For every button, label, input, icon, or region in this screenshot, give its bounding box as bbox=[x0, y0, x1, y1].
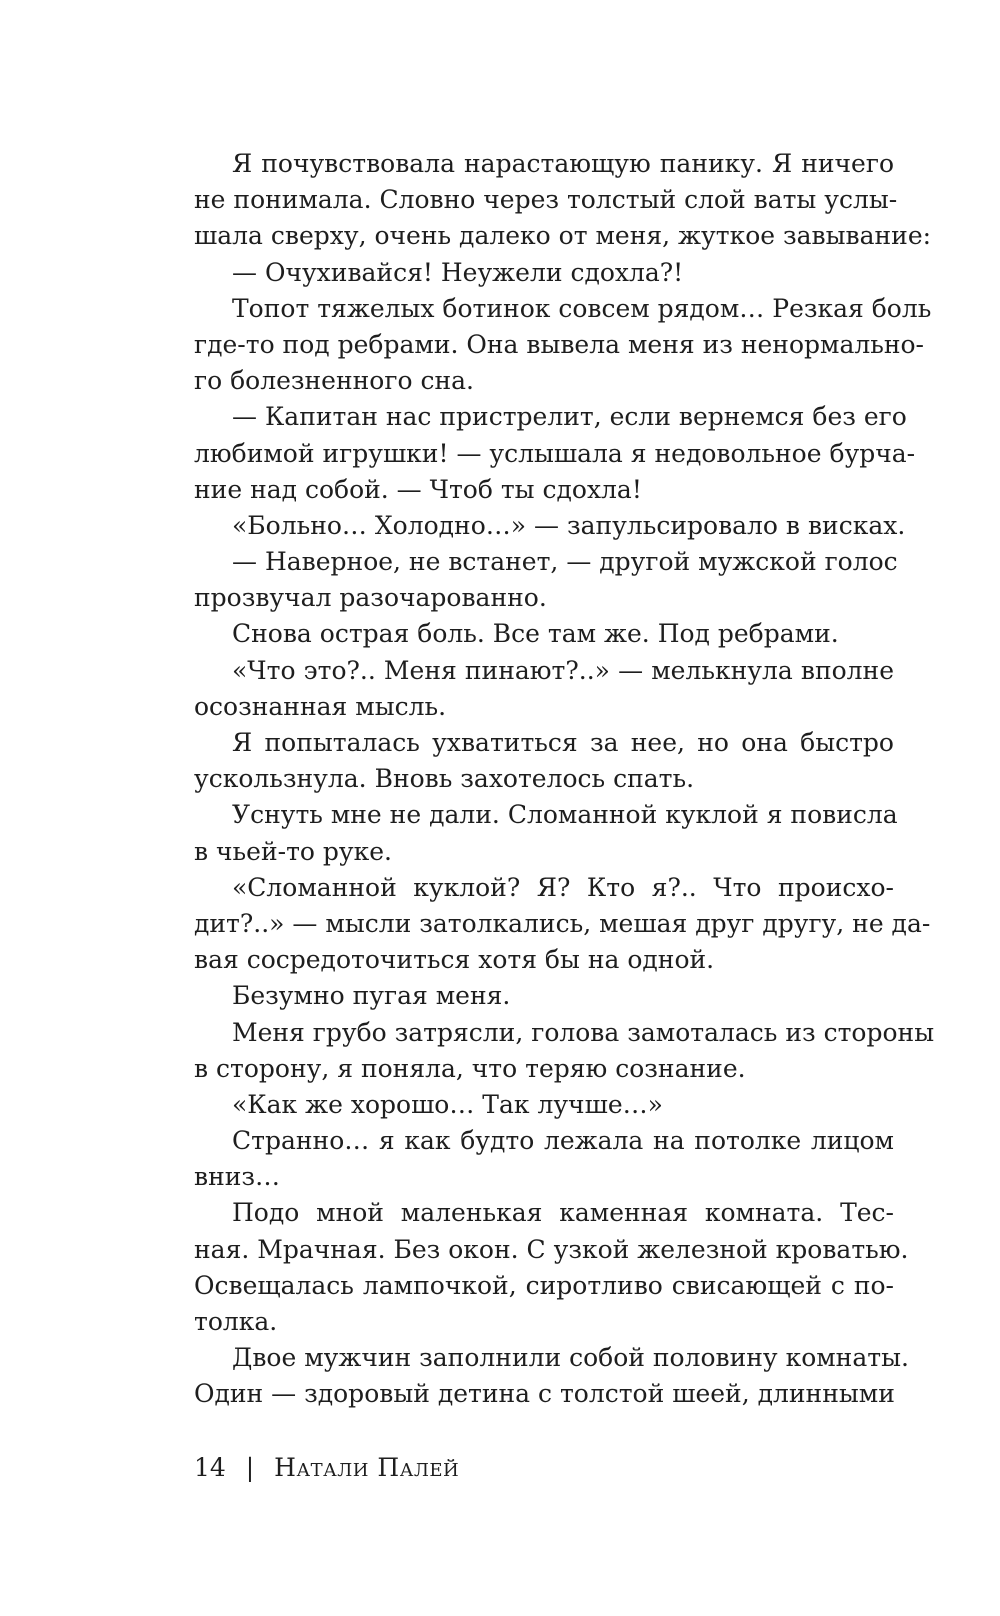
page-number: 14 bbox=[194, 1453, 226, 1482]
text-line: ная. Мрачная. Без окон. С узкой железной кроватью. bbox=[194, 1234, 909, 1264]
text-line: дит?..» — мысли затолкались, мешая друг другу, не да- bbox=[194, 908, 931, 938]
text-line: го болезненного сна. bbox=[194, 366, 474, 396]
text-line: любимой игрушки! — услышала я недовольное бурча- bbox=[194, 438, 916, 468]
text-line: в чьей-то руке. bbox=[194, 836, 392, 866]
text-line: Двое мужчин заполнили собой половину комнаты. bbox=[232, 1343, 909, 1373]
text-line: где-то под ребрами. Она вывела меня из ненормально- bbox=[194, 329, 925, 359]
text-line: Снова острая боль. Все там же. Под ребрами. bbox=[232, 619, 839, 649]
text-line: — Капитан нас пристрелит, если вернемся без его bbox=[232, 402, 907, 432]
text-line: — Наверное, не встанет, — другой мужской голос bbox=[232, 547, 898, 577]
text-line: Меня грубо затрясли, голова замоталась из стороны bbox=[232, 1017, 935, 1047]
text-line: в сторону, я поняла, что теряю сознание. bbox=[194, 1053, 746, 1083]
text-line: Освещалась лампочкой, сиротливо свисающей с по- bbox=[194, 1270, 894, 1300]
text-line: ускользнула. Вновь захотелось спать. bbox=[194, 764, 695, 794]
text-line: толка. bbox=[194, 1307, 278, 1336]
footer-separator: | bbox=[245, 1453, 255, 1482]
text-line: Один — здоровый детина с толстой шеей, длинными bbox=[194, 1379, 895, 1409]
text-line: Странно… я как будто лежала на потолке лицом bbox=[232, 1126, 894, 1156]
text-line: — Очухивайся! Неужели сдохла?! bbox=[232, 257, 684, 287]
text-line: Я почувствовала нарастающую панику. Я ничего bbox=[232, 149, 894, 178]
body-text bbox=[194, 146, 935, 1413]
text-line: вниз… bbox=[194, 1162, 281, 1192]
page-footer bbox=[194, 1452, 459, 1484]
text-line: не понимала. Словно через толстый слой ваты услы- bbox=[194, 185, 898, 215]
text-line: Безумно пугая меня. bbox=[232, 981, 511, 1011]
text-line: «Больно… Холодно…» — запульсировало в висках. bbox=[232, 510, 906, 540]
text-line: шала сверху, очень далеко от меня, жуткое завывание: bbox=[194, 221, 932, 251]
text-line: «Что это?.. Меня пинают?..» — мелькнула вполне bbox=[232, 655, 894, 685]
text-line: прозвучал разочарованно. bbox=[194, 583, 547, 613]
text-line: осознанная мысль. bbox=[194, 691, 447, 721]
text-line: «Как же хорошо… Так лучше…» bbox=[232, 1089, 663, 1119]
author-name: Натали Палей bbox=[274, 1453, 460, 1482]
text-line: вая сосредоточиться хотя бы на одной. bbox=[194, 945, 715, 975]
text-line: ние над собой. — Чтоб ты сдохла! bbox=[194, 474, 642, 504]
text-line: «Сломанной куклой? Я? Кто я?.. Что происхо- bbox=[232, 872, 894, 902]
text-line: Топот тяжелых ботинок совсем рядом… Резкая боль bbox=[232, 293, 932, 323]
text-line: Подо мной маленькая каменная комната. Тес- bbox=[232, 1198, 894, 1228]
text-line: Я попыталась ухватиться за нее, но она быстро bbox=[232, 728, 894, 757]
text-line: Уснуть мне не дали. Сломанной куклой я повисла bbox=[232, 800, 898, 830]
